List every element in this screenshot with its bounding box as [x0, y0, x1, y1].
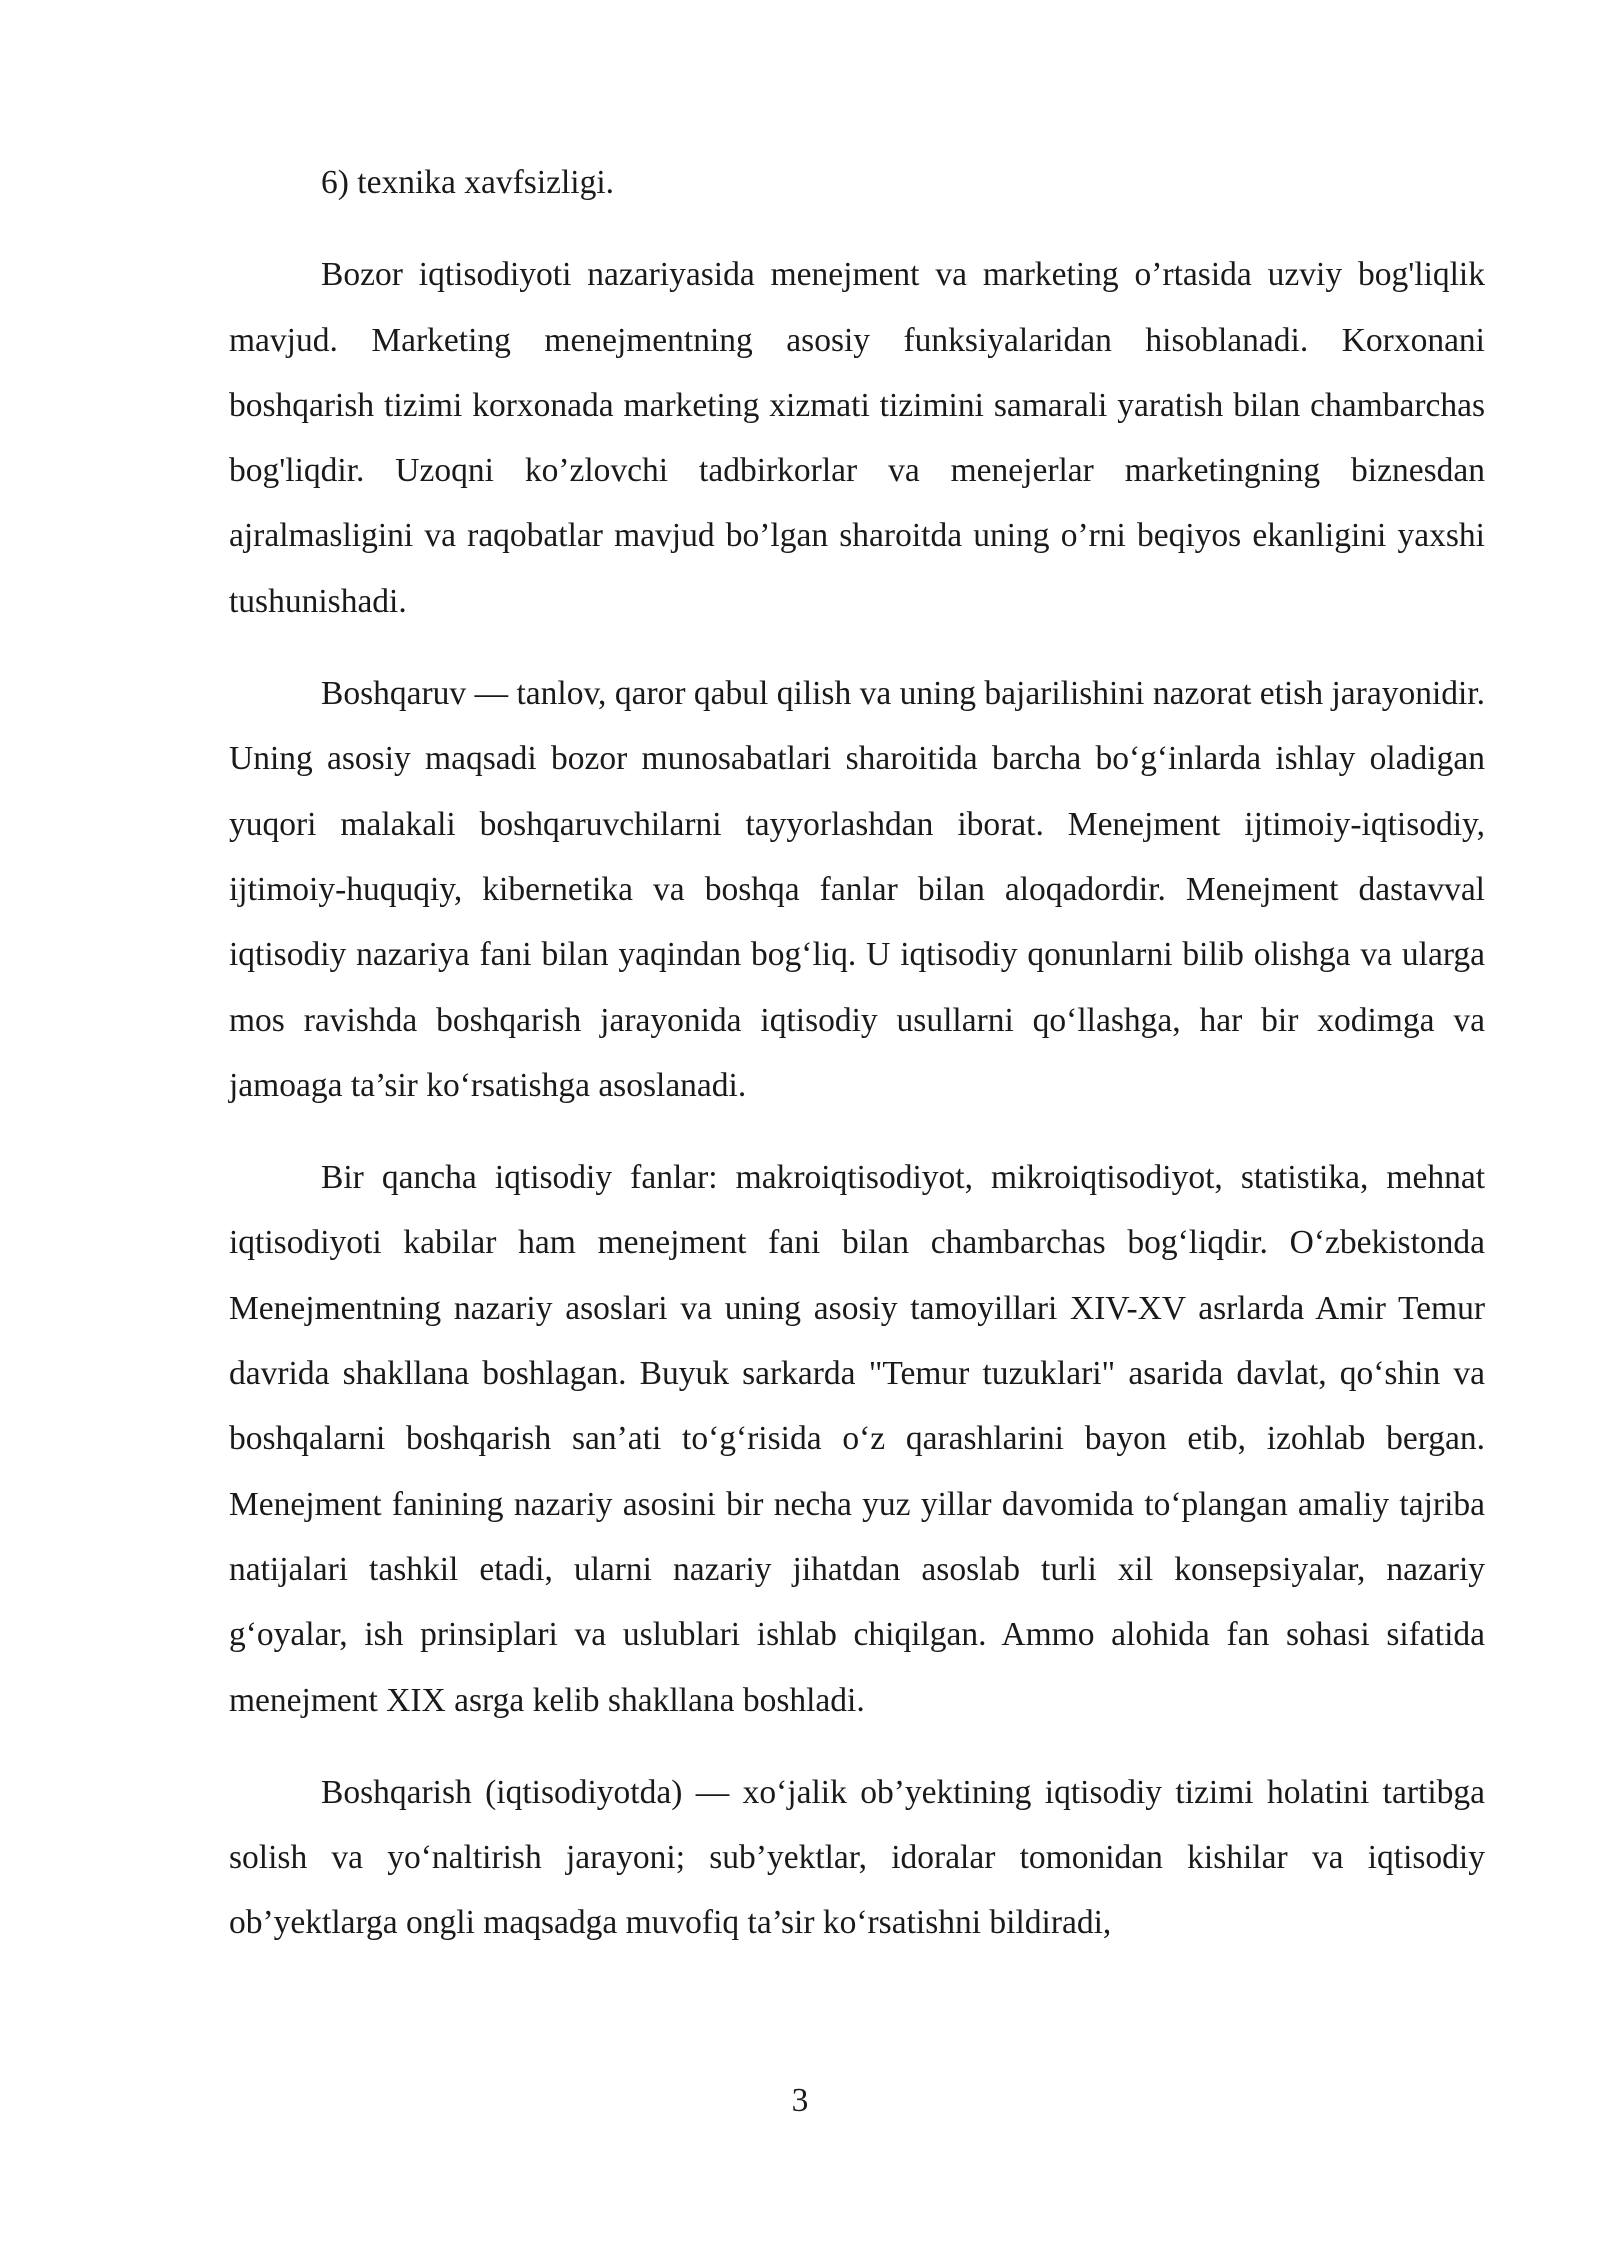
paragraph-marketing: Bozor iqtisodiyoti nazariyasida menejment va marketing o’rtasida uzviy bog'liqlik mavjud. Marketing menejmentning asosiy funksiyalaridan hisoblanadi. Korxonani boshqarish tizimi korxonada marketing xizmati tizimini samarali yaratish bilan chambarchas bog'liqdir. Uzoqni ko’zlovchi tadbirkorlar va menejerlar marketingning biznesdan ajralmasligini va raqobatlar mavjud bo’lgan sharoitda uning o’rni beqiyos ekanligini yaxshi tushunishadi. — [229, 256, 1485, 620]
paragraph-iqtisodiy-fanlar: Bir qancha iqtisodiy fanlar: makroiqtisodiyot, mikroiqtisodiyot, statistika, mehnat iqtisodiyoti kabilar ham menejment fani bilan chambarchas bog‘liqdir. O‘zbekistonda Menejmentning nazariy asoslari va uning asosiy tamoyillari XIV-XV asrlarda Amir Temur davrida shakllana boshlagan. Buyuk sarkarda "Temur tuzuklari" asarida davlat, qo‘shin va boshqalarni boshqarish san’ati to‘g‘risida o‘z qarashlarini bayon etib, izohlab bergan. Menejment fanining nazariy asosini bir necha yuz yillar davomida to‘plangan amaliy tajriba natijalari tashkil etadi, ularni nazariy jihatdan asoslab turli xil konsepsiyalar, nazariy g‘oyalar, ish prinsiplari va uslublari ishlab chiqilgan. Ammo alohida fan sohasi sifatida menejment XIX asrga kelib shakllana boshladi. — [229, 1159, 1485, 1719]
paragraph-boshqaruv: Boshqaruv — tanlov, qaror qabul qilish va uning bajarilishini nazorat etish jarayonidir. Uning asosiy maqsadi bozor munosabatlari sharoitida barcha bo‘g‘inlarda ishlay oladigan yuqori malakali boshqaruvchilarni tayyorlashdan iborat. Menejment ijtimoiy-iqtisodiy, ijtimoiy-huquqiy, kibernetika va boshqa fanlar bilan aloqadordir. Menejment dastavval iqtisodiy nazariya fani bilan yaqindan bog‘liq. U iqtisodiy qonunlarni bilib olishga va ularga mos ravishda boshqarish jarayonida iqtisodiy usullarni qo‘llashga, har bir xodimga va jamoaga ta’sir ko‘rsatishga asoslanadi. — [229, 675, 1485, 1104]
list-item-6: 6) texnika xavfsizligi. — [321, 164, 615, 201]
paragraph-boshqarish: Boshqarish (iqtisodiyotda) — xo‘jalik ob’yektining iqtisodiy tizimi holatini tartibga solish va yo‘naltirish jarayoni; sub’yektlar, idoralar tomonidan kishilar va iqtisodiy ob’yektlarga ongli maqsadga muvofiq ta’sir ko‘rsatishni bildiradi, — [229, 1773, 1485, 1942]
page-body — [229, 150, 1485, 1983]
page-number: 3 — [791, 2082, 809, 2119]
